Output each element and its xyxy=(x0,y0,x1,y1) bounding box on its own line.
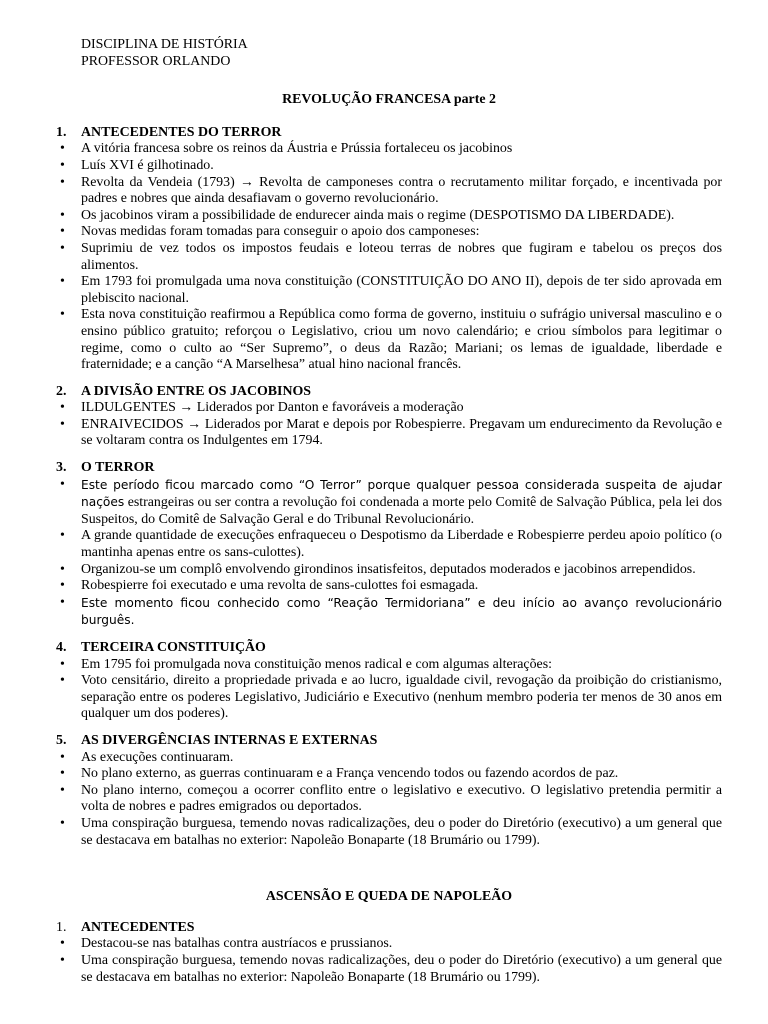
bullet-list xyxy=(56,657,722,723)
bullet-icon: • xyxy=(60,416,65,432)
list-item: • Este período ficou marcado como “O Terror” porque qualquer pessoa considerada suspeita de ajudar nações estrangeiras ou ser contra a revolução foi condenada a morte pelo Comitê de Salvação Pública, pela lei dos Suspeitos, do Comitê de Salvação Geral e do Tribunal Revolucionário. xyxy=(60,476,722,527)
bullet-icon: • xyxy=(60,174,65,190)
discipline-line: DISCIPLINA DE HISTÓRIA xyxy=(81,37,248,52)
list-item: • Voto censitário, direito a propriedade privada e ao lucro, igualdade civil, revogação da proibição do cristianismo, separação entre os poderes Legislativo, Judiciário e Executivo (nenhum membro poderia ter menos de 30 anos em qualquer um dos poderes). xyxy=(60,673,722,722)
section-heading xyxy=(56,733,722,750)
list-item: • Destacou-se nas batalhas contra austríacos e prussianos. xyxy=(60,936,393,952)
section-title: ANTECEDENTES xyxy=(81,919,195,935)
bullet-icon: • xyxy=(60,240,65,256)
bullet-icon: • xyxy=(60,157,65,173)
list-item: • No plano externo, as guerras continuaram e a França vencendo todos ou fazendo acordos de paz. xyxy=(60,766,619,782)
bullet-icon: • xyxy=(60,561,65,577)
section-number: 2. xyxy=(56,383,67,399)
list-item: • Novas medidas foram tomadas para conseguir o apoio dos camponeses: xyxy=(60,224,480,240)
list-item: • Uma conspiração burguesa, temendo novas radicalizações, deu o poder do Diretório (executivo) a um general que se destacava em batalhas no exterior: Napoleão Bonaparte (18 Brumário ou 1799). xyxy=(60,952,722,985)
bullet-icon: • xyxy=(60,594,65,610)
bullet-icon: • xyxy=(60,400,65,416)
section-o-terror xyxy=(56,460,722,630)
section-antecedentes-do-terror xyxy=(56,125,722,374)
document-title: REVOLUÇÃO FRANCESA parte 2 xyxy=(282,92,496,108)
list-item: • ENRAIVECIDOS → Liderados por Marat e depois por Robespierre. Pregavam um endurecimento da Revolução e se voltaram contra os Indulgentes em 1794. xyxy=(60,416,722,449)
list-item: • Em 1793 foi promulgada uma nova constituição (CONSTITUIÇÃO DO ANO II), depois de ter sido aprovada em plebiscito nacional. xyxy=(60,274,722,306)
bullet-icon: • xyxy=(60,815,65,831)
section-title: O TERROR xyxy=(81,460,155,476)
bullet-icon: • xyxy=(60,274,65,290)
section-title: ANTECEDENTES DO TERROR xyxy=(81,124,282,140)
section-title: AS DIVERGÊNCIAS INTERNAS E EXTERNAS xyxy=(81,732,378,748)
section-number: 4. xyxy=(56,640,67,655)
bullet-icon: • xyxy=(60,207,65,223)
list-item: • Esta nova constituição reafirmou a República como forma de governo, instituiu o sufrágio universal masculino e o ensino público gratuito; reforçou o Legislativo, criou um novo calendário; e criou símbolos para legitimar o regime, como o culto ao “Ser Supremo”, o deus da Razão; Mariani; os lemas de igualdade, liberdade e fraternidade; e a canção “A Marselhesa” atual hino nacional francês. xyxy=(60,307,722,373)
bullet-icon: • xyxy=(60,766,65,782)
list-item: • Este momento ficou conhecido como “Reação Termidoriana” e deu início ao avanço revolucionário burguês. xyxy=(60,594,722,628)
list-item: • Luís XVI é gilhotinado. xyxy=(60,157,214,173)
list-item: • Em 1795 foi promulgada nova constituição menos radical e com algumas alterações: xyxy=(60,656,552,672)
bullet-icon: • xyxy=(60,476,65,492)
bullet-list xyxy=(56,400,722,450)
section-napoleao-antecedentes xyxy=(56,920,722,986)
section-heading xyxy=(56,920,722,937)
bullet-icon: • xyxy=(60,307,65,323)
bullet-icon: • xyxy=(60,673,65,689)
section-heading xyxy=(56,640,722,657)
list-item: • A vitória francesa sobre os reinos da Áustria e Prússia fortaleceu os jacobinos xyxy=(60,141,513,157)
list-item: • Uma conspiração burguesa, temendo novas radicalizações, deu o poder do Diretório (executivo) a um general que se destacava em batalhas no exterior: Napoleão Bonaparte (18 Brumário ou 1799). xyxy=(60,815,722,848)
bullet-list xyxy=(56,750,722,850)
list-item: • Robespierre foi executado e uma revolta de sans-culottes foi esmagada. xyxy=(60,578,479,594)
bullet-icon: • xyxy=(60,936,65,952)
section-heading xyxy=(56,125,722,142)
bullet-icon: • xyxy=(60,141,65,157)
bullet-list xyxy=(56,936,722,986)
bullet-icon: • xyxy=(60,782,65,798)
list-item: • Organizou-se um complô envolvendo girondinos insatisfeitos, deputados moderados e jacobinos arrependidos. xyxy=(60,561,696,577)
bullet-icon: • xyxy=(60,656,65,672)
section-title: A DIVISÃO ENTRE OS JACOBINOS xyxy=(81,383,312,399)
part-title: ASCENSÃO E QUEDA DE NAPOLEÃO xyxy=(265,889,513,905)
list-item: • Os jacobinos viram a possibilidade de endurecer ainda mais o regime (DESPOTISMO DA LIBERDADE). xyxy=(60,207,675,223)
professor-line: PROFESSOR ORLANDO xyxy=(81,53,231,69)
bullet-icon: • xyxy=(60,224,65,240)
bullet-icon: • xyxy=(60,578,65,594)
section-number: 5. xyxy=(56,732,67,748)
list-item: • ILDULGENTES → Liderados por Danton e favoráveis a moderação xyxy=(60,400,464,416)
list-item: • Suprimiu de vez todos os impostos feudais e loteou terras de nobres que fugiram e tabelou os preços dos alimentos. xyxy=(60,240,722,273)
bullet-icon: • xyxy=(60,528,65,544)
section-number: 1. xyxy=(56,124,67,140)
list-item: • No plano interno, começou a ocorrer conflito entre o legislativo e executivo. O legislativo pretendia permitir a volta de nobres e padres emigrados ou deportados. xyxy=(60,782,722,815)
section-title: TERCEIRA CONSTITUIÇÃO xyxy=(81,640,266,655)
section-heading xyxy=(56,384,722,401)
list-item: • As execuções continuaram. xyxy=(60,749,234,765)
section-number: 1. xyxy=(56,919,67,935)
section-divisao-jacobinos xyxy=(56,384,722,450)
bullet-icon: • xyxy=(60,749,65,765)
bullet-icon: • xyxy=(60,952,65,968)
bullet-list xyxy=(56,477,722,630)
section-heading xyxy=(56,460,722,477)
list-item: • Revolta da Vendeia (1793) → Revolta de camponeses contra o recrutamento militar forçado, e incentivada por padres e nobres que ainda desafiavam o governo revolucionário. xyxy=(60,174,722,207)
section-terceira-constituicao xyxy=(56,640,722,723)
list-item: • A grande quantidade de execuções enfraqueceu o Despotismo da Liberdade e Robespierre perdeu apoio político (o mantinha apenas entre os sans-culottes). xyxy=(60,528,722,561)
bullet-list xyxy=(56,141,722,373)
section-number: 3. xyxy=(56,460,67,476)
section-divergencias xyxy=(56,733,722,849)
